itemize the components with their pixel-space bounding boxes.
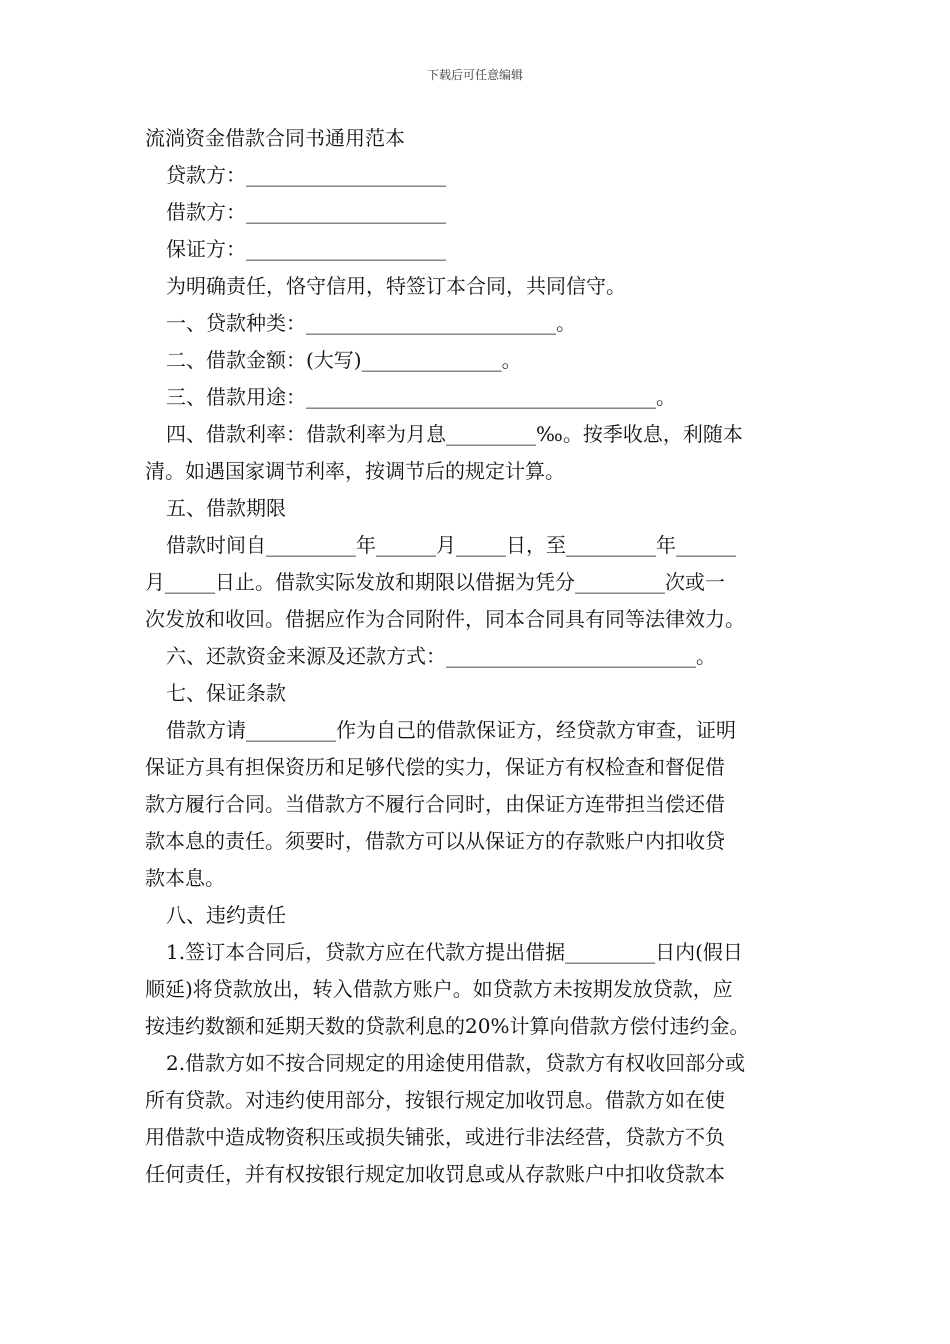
text-line: 三、借款用途：___________________________________。 — [166, 385, 676, 409]
text-line: 款方履行合同。当借款方不履行合同时，由保证方连带担当偿还借 — [145, 792, 725, 816]
text-line: 任何责任，并有权按银行规定加收罚息或从存款账户中扣收贷款本 — [145, 1162, 725, 1186]
text-line: 2.借款方如不按合同规定的用途使用借款，贷款方有权收回部分或 — [166, 1051, 746, 1075]
text-line: 七、保证条款 — [166, 681, 286, 705]
text-line: 次发放和收回。借据应作为合同附件，同本合同具有同等法律效力。 — [145, 607, 745, 631]
text-line: 款本息。 — [145, 866, 225, 890]
text-line: 一、贷款种类：_________________________。 — [166, 311, 576, 335]
text-line: 款本息的责任。须要时，借款方可以从保证方的存款账户内扣收贷 — [145, 829, 725, 853]
text-line: 四、借款利率：借款利率为月息_________‰。按季收息，利随本 — [166, 422, 743, 446]
text-line: 为明确责任，恪守信用，特签订本合同，共同信守。 — [166, 274, 626, 298]
text-line: 二、借款金额：(大写)______________。 — [166, 348, 522, 372]
text-line: 保证方具有担保资历和足够代偿的实力，保证方有权检查和督促借 — [145, 755, 725, 779]
text-line: 所有贷款。对违约使用部分，按银行规定加收罚息。借款方如在使 — [145, 1088, 725, 1112]
document-title: 流淌资金借款合同书通用范本 — [145, 126, 405, 150]
text-line: 用借款中造成物资积压或损失铺张，或进行非法经营，贷款方不负 — [145, 1125, 725, 1149]
text-line: 顺延)将贷款放出，转入借款方账户。如贷款方未按期发放贷款，应 — [145, 977, 733, 1001]
text-line: 八、违约责任 — [166, 903, 286, 927]
text-line: 借款方请_________作为自己的借款保证方，经贷款方审查，证明 — [166, 718, 736, 742]
text-line: 借款时间自_________年______月_____日，至_________年______ — [166, 533, 736, 557]
page-header-note: 下载后可任意编辑 — [426, 68, 523, 82]
text-line: 六、还款资金来源及还款方式：_________________________。 — [166, 644, 716, 668]
contract-text — [145, 157, 810, 1193]
text-line: 保证方：____________________ — [166, 237, 446, 261]
text-line: 五、借款期限 — [166, 496, 286, 520]
text-line: 1.签订本合同后，贷款方应在代款方提出借据_________日内(假日 — [166, 940, 743, 964]
text-line: 清。如遇国家调节利率，按调节后的规定计算。 — [145, 459, 565, 483]
text-line: 贷款方：____________________ — [166, 163, 446, 187]
text-line: 按违约数额和延期天数的贷款利息的20%计算向借款方偿付违约金。 — [145, 1014, 750, 1038]
text-line: 借款方：____________________ — [166, 200, 446, 224]
text-line: 月_____日止。借款实际发放和期限以借据为凭分_________次或一 — [145, 570, 725, 594]
document-body — [145, 120, 810, 1193]
